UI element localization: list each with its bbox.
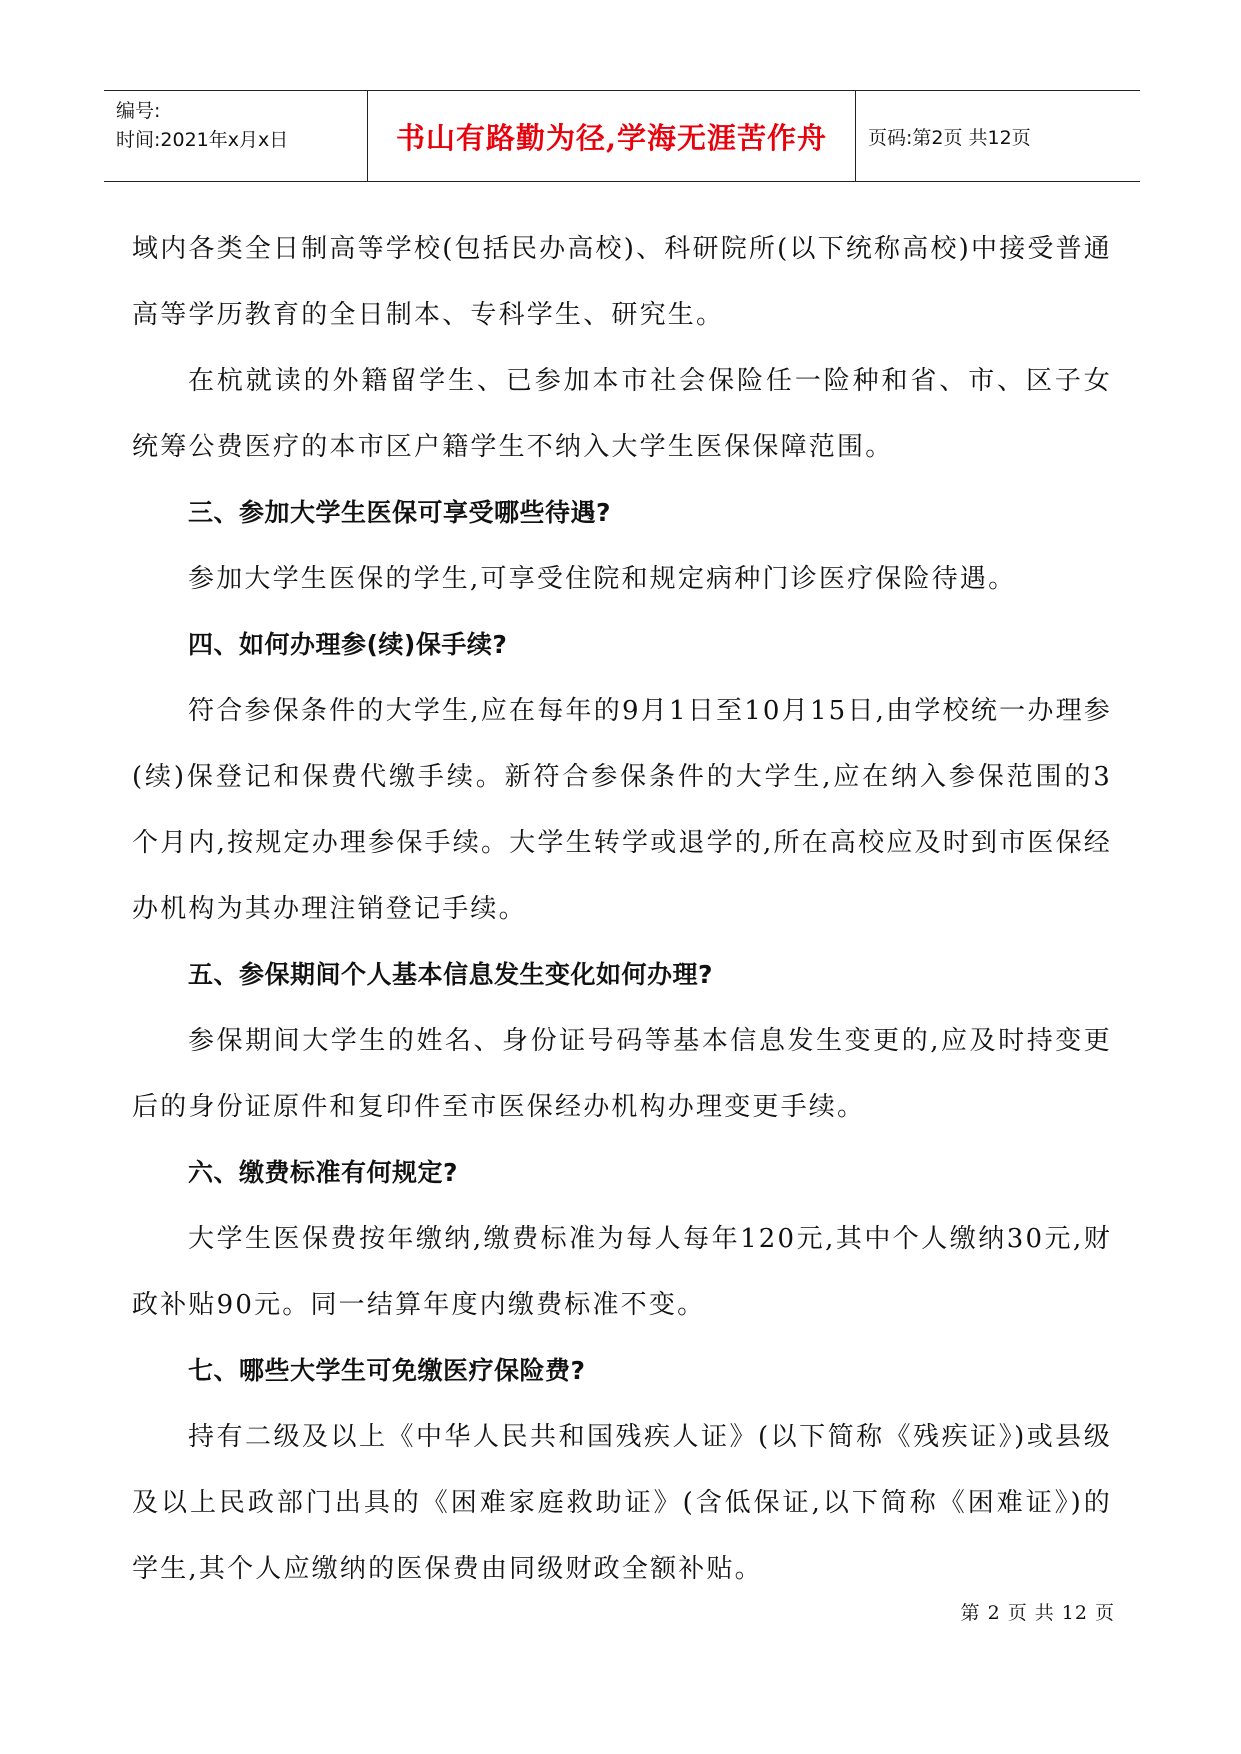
page-footer: 第 2 页 共 12 页 (960, 1602, 1115, 1624)
document-body (132, 216, 1112, 1602)
paragraph-6: 大学生医保费按年缴纳,缴费标准为每人每年120元,其中个人缴纳30元,财政补贴90元。同一结算年度内缴费标准不变。 (132, 1224, 1112, 1320)
paragraph-4: 符合参保条件的大学生,应在每年的9月1日至10月15日,由学校统一办理参(续)保登记和保费代缴手续。新符合参保条件的大学生,应在纳入参保范围的3个月内,按规定办理参保手续。大学生转学或退学的,所在高校应及时到市医保经办机构为其办理注销登记手续。 (132, 696, 1112, 924)
header-motto: 书山有路勤为径,学海无涯苦作舟 (368, 91, 856, 181)
paragraph-1: 域内各类全日制高等学校(包括民办高校)、科研院所(以下统称高校)中接受普通高等学历教育的全日制本、专科学生、研究生。 (132, 234, 1112, 330)
section-heading-4: 四、如何办理参(续)保手续? (188, 630, 508, 659)
section-heading-3: 三、参加大学生医保可享受哪些待遇? (188, 498, 612, 527)
section-heading-5: 五、参保期间个人基本信息发生变化如何办理? (188, 960, 714, 989)
section-heading-6: 六、缴费标准有何规定? (188, 1158, 459, 1187)
page-header (104, 90, 1140, 182)
header-meta (104, 91, 368, 181)
paragraph-5: 参保期间大学生的姓名、身份证号码等基本信息发生变更的,应及时持变更后的身份证原件和复印件至市医保经办机构办理变更手续。 (132, 1026, 1112, 1122)
paragraph-7: 持有二级及以上《中华人民共和国残疾人证》(以下简称《残疾证》)或县级及以上民政部门出具的《困难家庭救助证》(含低保证,以下简称《困难证》)的学生,其个人应缴纳的医保费由同级财政全额补贴。 (132, 1422, 1112, 1584)
section-heading-7: 七、哪些大学生可免缴医疗保险费? (188, 1356, 586, 1385)
document-number-label: 编号: (116, 100, 161, 122)
document-time-label: 时间:2021年x月x日 (116, 129, 289, 151)
header-page-number: 页码:第2页 共12页 (868, 126, 1031, 149)
paragraph-2: 在杭就读的外籍留学生、已参加本市社会保险任一险种和省、市、区子女统筹公费医疗的本市区户籍学生不纳入大学生医保保障范围。 (132, 366, 1112, 462)
paragraph-3: 参加大学生医保的学生,可享受住院和规定病种门诊医疗保险待遇。 (188, 564, 1017, 594)
